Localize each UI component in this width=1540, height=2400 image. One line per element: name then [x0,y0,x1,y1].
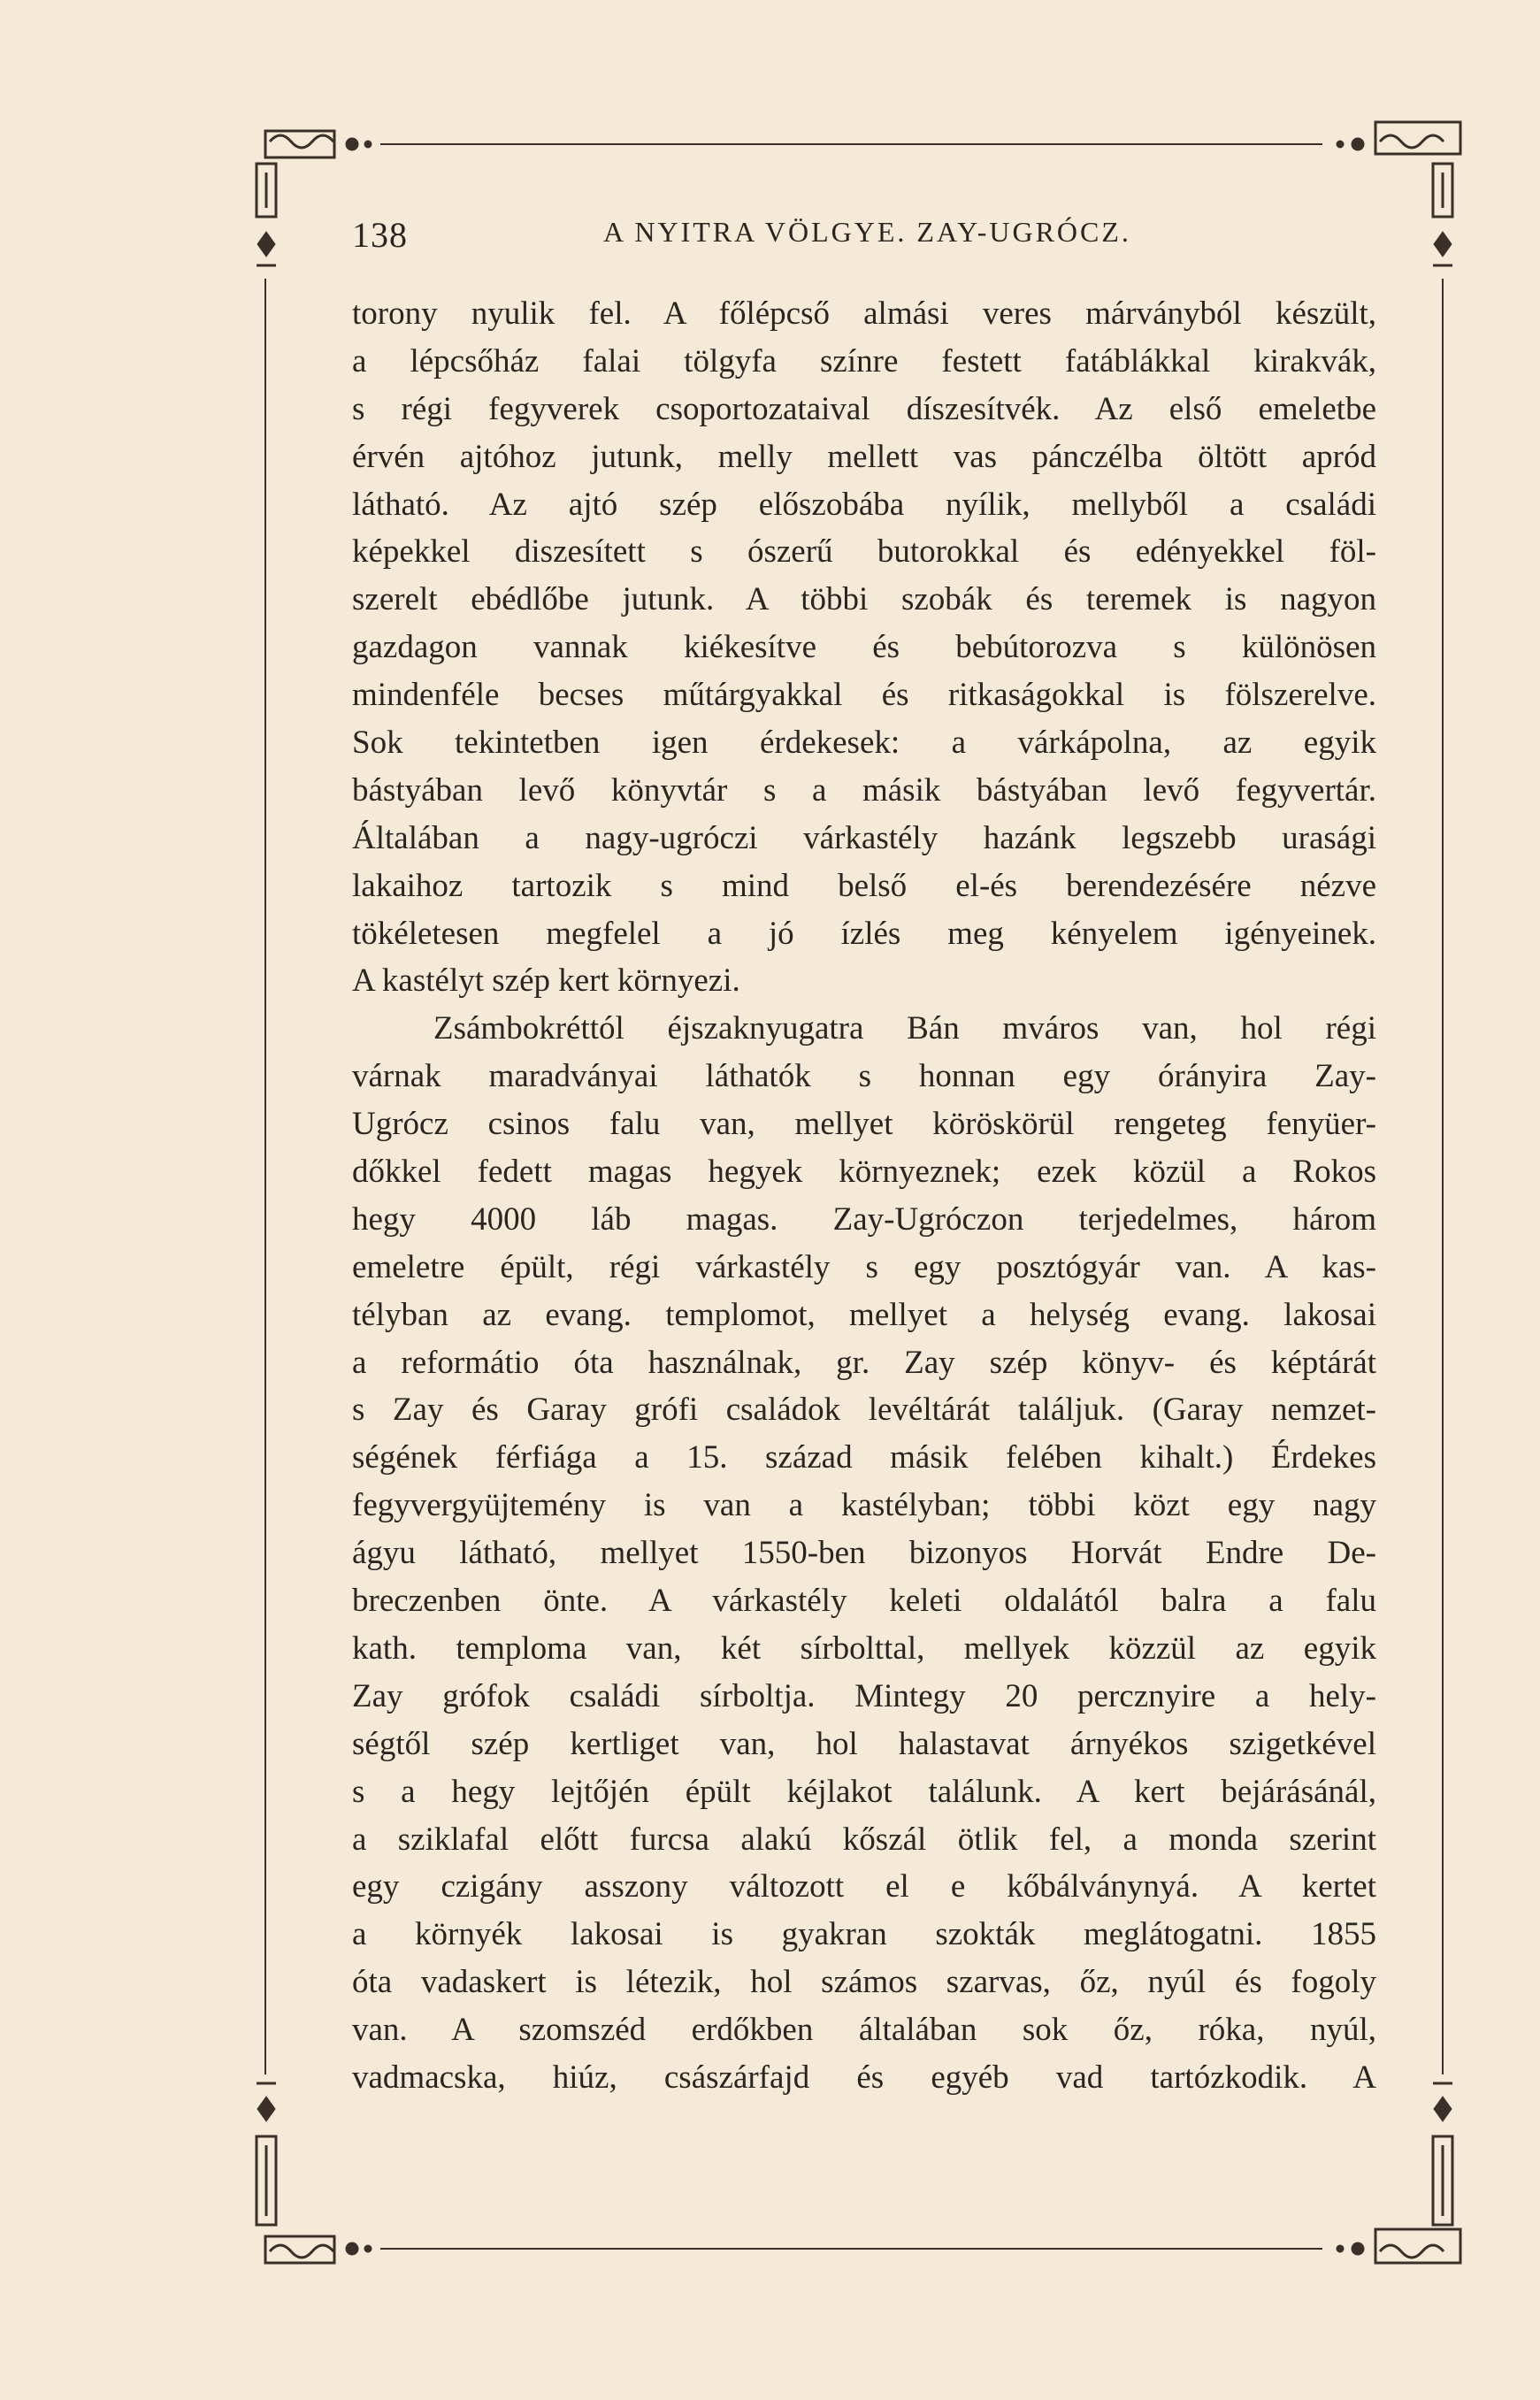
text-line: várnak maradványai láthatók s honnan egy órányira Zay- [352,1058,1376,1095]
text-line: breczenben önte. A várkastély keleti oldalától balra a falu [352,1583,1376,1620]
text-line: mindenféle becses műtárgyakkal és ritkaságokkal is fölszerelve. [352,677,1376,714]
page-number: 138 [352,215,408,255]
running-head: A NYITRA VÖLGYE. ZAY-UGRÓCZ. [603,216,1131,248]
text-line: Általában a nagy-ugróczi várkastély hazánk legszebb urasági [352,819,1376,856]
text-line: dőkkel fedett magas hegyek környeznek; ezek közül a Rokos [352,1154,1376,1191]
text-line: érvén ajtóhoz jutunk, melly mellett vas pánczélba öltött apród [352,438,1376,475]
text-line: ségének férfiága a 15. század másik felében kihalt.) Érdekes [352,1439,1376,1476]
text-line: bástyában levő könyvtár s a másik bástyában levő fegyvertár. [352,771,1376,809]
text-line: képekkel diszesített s ószerű butorokkal és edényekkel föl- [352,533,1376,571]
text-line: s Zay és Garay grófi családok levéltárát találjuk. (Garay nemzet- [352,1392,1376,1429]
text-line: s a hegy lejtőjén épült kéjlakot találunk. A kert bejárásánál, [352,1773,1376,1810]
text-line: a lépcsőház falai tölgyfa színre festett fatáblákkal kirakvák, [352,342,1376,380]
text-line: s régi fegyverek csoportozataival díszesítvék. Az első emeletbe [352,390,1376,427]
text-line: lakaihoz tartozik s mind belső el-és berendezésére nézve [352,867,1376,904]
body-text [352,290,1376,2102]
text-line: a sziklafal előtt furcsa alakú kőszál ötlik fel, a monda szerint [352,1821,1376,1858]
text-line: Ugrócz csinos falu van, mellyet köröskörül rengeteg fenyüer- [352,1106,1376,1143]
text-line: torony nyulik fel. A főlépcső almási veres márványból készült, [352,295,1376,332]
paragraph-start-line: Zsámbokréttól éjszaknyugatra Bán mváros van, hol régi [433,1010,1376,1047]
text-line: emeletre épült, régi várkastély s egy posztógyár van. A kas- [352,1248,1376,1285]
text-line: gazdagon vannak kiékesítve és bebútorozva s különösen [352,629,1376,666]
text-line: tökéletesen megfelel a jó ízlés meg kényelem igényeinek. [352,915,1376,952]
paragraph-end-line: A kastélyt szép kert környezi. [352,962,740,1000]
text-line: vadmacska, hiúz, császárfajd és egyéb vad tartózkodik. A [352,2059,1376,2096]
text-line: hegy 4000 láb magas. Zay-Ugróczon terjedelmes, három [352,1200,1376,1238]
text-line: ágyu látható, mellyet 1550-ben bizonyos Horvát Endre De- [352,1535,1376,1572]
corner-ornament-bottom-left [257,2083,372,2263]
text-line: ségtől szép kertliget van, hol halastavat árnyékos szigetkével [352,1725,1376,1762]
text-line: egy czigány asszony változott el e kőbálványnyá. A kertet [352,1868,1376,1905]
text-line: szerelt ebédlőbe jutunk. A többi szobák és teremek is nagyon [352,581,1376,618]
text-line: látható. Az ajtó szép előszobába nyílik, mellyből a családi [352,486,1376,523]
text-line: van. A szomszéd erdőkben általában sok őz, róka, nyúl, [352,2012,1376,2049]
text-line: Sok tekintetben igen érdekesek: a várkápolna, az egyik [352,725,1376,762]
page-header [352,205,1387,258]
text-line: óta vadaskert is létezik, hol számos szarvas, őz, nyúl és fogoly [352,1964,1376,2001]
text-line: kath. temploma van, két sírbolttal, mellyek közzül az egyik [352,1629,1376,1667]
corner-ornament-bottom-right [1337,2083,1460,2263]
text-line: télyban az evang. templomot, mellyet a helység evang. lakosai [352,1296,1376,1333]
text-line: a környék lakosai is gyakran szokták meglátogatni. 1855 [352,1916,1376,1953]
text-line: a reformátio óta használnak, gr. Zay szép könyv- és képtárát [352,1344,1376,1381]
text-line: Zay grófok családi sírboltja. Mintegy 20 percznyire a hely- [352,1677,1376,1714]
text-line: fegyvergyüjtemény is van a kastélyban; többi közt egy nagy [352,1487,1376,1524]
